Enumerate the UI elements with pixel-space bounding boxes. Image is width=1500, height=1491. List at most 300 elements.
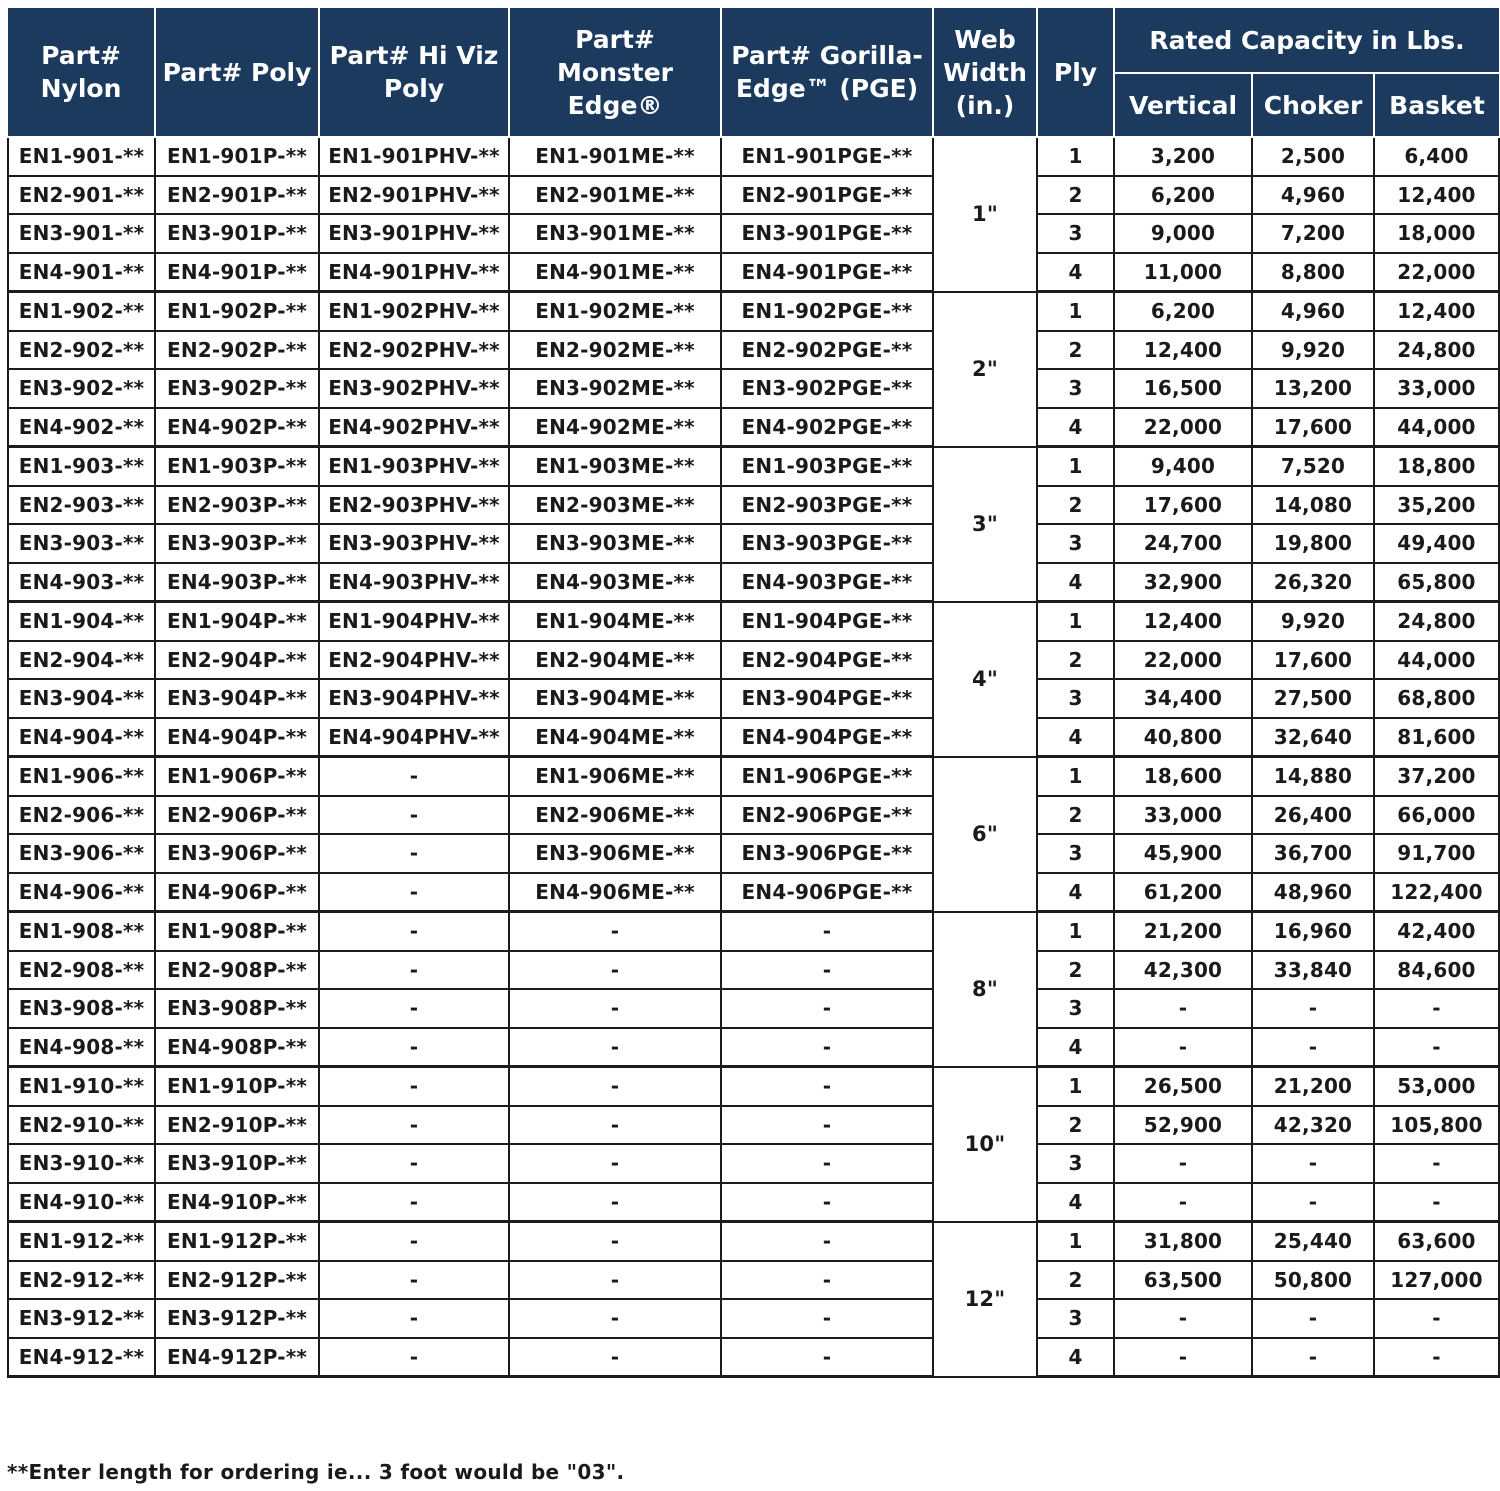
cell-part-poly: EN2-908P-** xyxy=(155,951,319,990)
cell-part-nylon: EN1-904-** xyxy=(8,602,155,641)
cell-part-hiviz: EN1-903PHV-** xyxy=(319,447,509,486)
cell-part-nylon: EN3-906-** xyxy=(8,834,155,873)
cell-part-monster: EN1-902ME-** xyxy=(509,292,721,331)
cell-vertical: 16,500 xyxy=(1114,369,1252,408)
table-header xyxy=(8,8,1499,137)
header-vertical: Vertical xyxy=(1114,73,1252,137)
cell-part-nylon: EN1-901-** xyxy=(8,137,155,176)
cell-part-nylon: EN1-910-** xyxy=(8,1067,155,1106)
cell-choker: 9,920 xyxy=(1252,602,1374,641)
cell-choker: 8,800 xyxy=(1252,253,1374,292)
cell-part-gorilla: EN4-906PGE-** xyxy=(721,873,933,912)
cell-basket: 35,200 xyxy=(1374,486,1499,525)
table-row xyxy=(8,602,1499,641)
cell-ply: 1 xyxy=(1037,757,1114,796)
header-part-hi-viz-poly: Part# Hi Viz Poly xyxy=(319,8,509,137)
table-row xyxy=(8,563,1499,602)
cell-ply: 4 xyxy=(1037,408,1114,447)
cell-basket: 33,000 xyxy=(1374,369,1499,408)
cell-choker: 4,960 xyxy=(1252,292,1374,331)
cell-part-gorilla: - xyxy=(721,1183,933,1222)
cell-web-width: 12" xyxy=(933,1222,1037,1377)
cell-part-nylon: EN4-901-** xyxy=(8,253,155,292)
cell-part-gorilla: EN2-901PGE-** xyxy=(721,176,933,215)
cell-part-monster: EN4-902ME-** xyxy=(509,408,721,447)
cell-basket: 81,600 xyxy=(1374,718,1499,757)
cell-basket: 53,000 xyxy=(1374,1067,1499,1106)
cell-choker: 36,700 xyxy=(1252,834,1374,873)
header-choker: Choker xyxy=(1252,73,1374,137)
cell-part-gorilla: - xyxy=(721,989,933,1028)
cell-part-hiviz: - xyxy=(319,1067,509,1106)
cell-vertical: 9,400 xyxy=(1114,447,1252,486)
cell-part-hiviz: EN1-901PHV-** xyxy=(319,137,509,176)
cell-basket: 127,000 xyxy=(1374,1261,1499,1300)
cell-part-gorilla: EN3-901PGE-** xyxy=(721,214,933,253)
cell-part-poly: EN4-912P-** xyxy=(155,1338,319,1377)
cell-part-hiviz: - xyxy=(319,1299,509,1338)
cell-basket: 44,000 xyxy=(1374,408,1499,447)
cell-part-poly: EN2-912P-** xyxy=(155,1261,319,1300)
cell-choker: 16,960 xyxy=(1252,912,1374,951)
cell-part-nylon: EN2-908-** xyxy=(8,951,155,990)
cell-part-hiviz: - xyxy=(319,989,509,1028)
cell-basket: - xyxy=(1374,1338,1499,1377)
cell-part-hiviz: - xyxy=(319,951,509,990)
cell-part-nylon: EN1-902-** xyxy=(8,292,155,331)
cell-choker: 17,600 xyxy=(1252,408,1374,447)
cell-choker: 26,320 xyxy=(1252,563,1374,602)
cell-choker: 17,600 xyxy=(1252,641,1374,680)
cell-basket: - xyxy=(1374,1299,1499,1338)
header-part-gorilla-edge: Part# Gorilla-Edge™ (PGE) xyxy=(721,8,933,137)
cell-part-hiviz: EN3-904PHV-** xyxy=(319,679,509,718)
cell-vertical: - xyxy=(1114,989,1252,1028)
cell-part-gorilla: - xyxy=(721,1222,933,1261)
header-rated-capacity: Rated Capacity in Lbs. xyxy=(1114,8,1499,73)
cell-part-gorilla: EN3-904PGE-** xyxy=(721,679,933,718)
cell-choker: 13,200 xyxy=(1252,369,1374,408)
cell-part-nylon: EN3-908-** xyxy=(8,989,155,1028)
cell-part-monster: EN3-906ME-** xyxy=(509,834,721,873)
table-row xyxy=(8,757,1499,796)
cell-part-poly: EN1-910P-** xyxy=(155,1067,319,1106)
cell-part-gorilla: EN2-906PGE-** xyxy=(721,796,933,835)
cell-part-poly: EN1-906P-** xyxy=(155,757,319,796)
cell-part-hiviz: - xyxy=(319,1261,509,1300)
cell-part-nylon: EN2-901-** xyxy=(8,176,155,215)
cell-vertical: 22,000 xyxy=(1114,408,1252,447)
table-row xyxy=(8,1299,1499,1338)
table-row xyxy=(8,989,1499,1028)
cell-part-nylon: EN1-906-** xyxy=(8,757,155,796)
cell-choker: 9,920 xyxy=(1252,331,1374,370)
table-row xyxy=(8,1338,1499,1377)
cell-choker: 50,800 xyxy=(1252,1261,1374,1300)
table-row xyxy=(8,718,1499,757)
header-web-width: Web Width (in.) xyxy=(933,8,1037,137)
capacity-table xyxy=(7,8,1500,1378)
cell-part-monster: - xyxy=(509,1144,721,1183)
cell-part-gorilla: EN3-902PGE-** xyxy=(721,369,933,408)
cell-part-monster: - xyxy=(509,1183,721,1222)
cell-part-monster: - xyxy=(509,1028,721,1067)
table-row xyxy=(8,292,1499,331)
cell-part-gorilla: - xyxy=(721,1067,933,1106)
cell-part-monster: EN3-901ME-** xyxy=(509,214,721,253)
cell-ply: 1 xyxy=(1037,292,1114,331)
cell-vertical: 61,200 xyxy=(1114,873,1252,912)
cell-basket: 6,400 xyxy=(1374,137,1499,176)
cell-part-hiviz: EN4-903PHV-** xyxy=(319,563,509,602)
table-body xyxy=(8,137,1499,1377)
cell-part-monster: EN4-906ME-** xyxy=(509,873,721,912)
table-row xyxy=(8,1183,1499,1222)
table-row xyxy=(8,951,1499,990)
cell-part-nylon: EN2-912-** xyxy=(8,1261,155,1300)
cell-part-nylon: EN2-904-** xyxy=(8,641,155,680)
cell-basket: 42,400 xyxy=(1374,912,1499,951)
table-row xyxy=(8,1144,1499,1183)
cell-vertical: 31,800 xyxy=(1114,1222,1252,1261)
cell-part-poly: EN4-903P-** xyxy=(155,563,319,602)
cell-part-gorilla: EN1-901PGE-** xyxy=(721,137,933,176)
cell-part-hiviz: - xyxy=(319,1106,509,1145)
cell-basket: 49,400 xyxy=(1374,524,1499,563)
cell-part-gorilla: - xyxy=(721,912,933,951)
cell-web-width: 2" xyxy=(933,292,1037,447)
cell-part-nylon: EN4-903-** xyxy=(8,563,155,602)
table-row xyxy=(8,641,1499,680)
cell-part-hiviz: - xyxy=(319,1028,509,1067)
cell-part-gorilla: EN4-901PGE-** xyxy=(721,253,933,292)
cell-vertical: 11,000 xyxy=(1114,253,1252,292)
cell-ply: 3 xyxy=(1037,1299,1114,1338)
cell-part-monster: - xyxy=(509,1338,721,1377)
cell-basket: 84,600 xyxy=(1374,951,1499,990)
cell-ply: 1 xyxy=(1037,1067,1114,1106)
cell-ply: 1 xyxy=(1037,602,1114,641)
cell-part-monster: EN2-902ME-** xyxy=(509,331,721,370)
cell-vertical: 9,000 xyxy=(1114,214,1252,253)
cell-part-poly: EN1-912P-** xyxy=(155,1222,319,1261)
cell-part-nylon: EN2-902-** xyxy=(8,331,155,370)
cell-vertical: 21,200 xyxy=(1114,912,1252,951)
cell-part-poly: EN4-901P-** xyxy=(155,253,319,292)
cell-part-poly: EN3-912P-** xyxy=(155,1299,319,1338)
cell-vertical: 26,500 xyxy=(1114,1067,1252,1106)
cell-part-gorilla: - xyxy=(721,1261,933,1300)
cell-ply: 3 xyxy=(1037,989,1114,1028)
cell-choker: 48,960 xyxy=(1252,873,1374,912)
cell-part-nylon: EN4-908-** xyxy=(8,1028,155,1067)
cell-part-gorilla: - xyxy=(721,1338,933,1377)
cell-part-nylon: EN2-906-** xyxy=(8,796,155,835)
cell-web-width: 1" xyxy=(933,137,1037,292)
cell-basket: - xyxy=(1374,1028,1499,1067)
cell-part-hiviz: - xyxy=(319,873,509,912)
cell-ply: 4 xyxy=(1037,253,1114,292)
cell-part-hiviz: EN2-902PHV-** xyxy=(319,331,509,370)
cell-web-width: 8" xyxy=(933,912,1037,1067)
cell-part-gorilla: EN4-904PGE-** xyxy=(721,718,933,757)
cell-part-gorilla: EN4-902PGE-** xyxy=(721,408,933,447)
table-row xyxy=(8,447,1499,486)
cell-vertical: - xyxy=(1114,1299,1252,1338)
cell-part-nylon: EN4-910-** xyxy=(8,1183,155,1222)
cell-ply: 4 xyxy=(1037,563,1114,602)
cell-part-monster: - xyxy=(509,989,721,1028)
cell-part-monster: EN4-904ME-** xyxy=(509,718,721,757)
cell-part-nylon: EN1-908-** xyxy=(8,912,155,951)
cell-part-poly: EN1-903P-** xyxy=(155,447,319,486)
cell-basket: 91,700 xyxy=(1374,834,1499,873)
cell-part-hiviz: - xyxy=(319,1144,509,1183)
header-basket: Basket xyxy=(1374,73,1499,137)
cell-vertical: 34,400 xyxy=(1114,679,1252,718)
cell-part-monster: - xyxy=(509,1299,721,1338)
table-row xyxy=(8,253,1499,292)
cell-part-nylon: EN3-903-** xyxy=(8,524,155,563)
cell-basket: 24,800 xyxy=(1374,602,1499,641)
table-row xyxy=(8,408,1499,447)
cell-ply: 2 xyxy=(1037,176,1114,215)
cell-part-gorilla: EN4-903PGE-** xyxy=(721,563,933,602)
cell-part-gorilla: EN3-906PGE-** xyxy=(721,834,933,873)
cell-part-gorilla: - xyxy=(721,1144,933,1183)
cell-basket: 105,800 xyxy=(1374,1106,1499,1145)
cell-vertical: 63,500 xyxy=(1114,1261,1252,1300)
cell-part-hiviz: - xyxy=(319,757,509,796)
cell-choker: 19,800 xyxy=(1252,524,1374,563)
cell-part-hiviz: - xyxy=(319,1183,509,1222)
cell-part-gorilla: - xyxy=(721,1106,933,1145)
cell-choker: - xyxy=(1252,1183,1374,1222)
cell-ply: 2 xyxy=(1037,1261,1114,1300)
cell-part-monster: - xyxy=(509,912,721,951)
cell-choker: 14,880 xyxy=(1252,757,1374,796)
table-row xyxy=(8,873,1499,912)
cell-vertical: 6,200 xyxy=(1114,176,1252,215)
cell-vertical: 52,900 xyxy=(1114,1106,1252,1145)
table-row xyxy=(8,1222,1499,1261)
cell-part-gorilla: EN1-902PGE-** xyxy=(721,292,933,331)
cell-part-gorilla: EN2-904PGE-** xyxy=(721,641,933,680)
cell-choker: - xyxy=(1252,1144,1374,1183)
cell-part-nylon: EN4-906-** xyxy=(8,873,155,912)
spec-sheet xyxy=(7,8,1498,1378)
cell-ply: 2 xyxy=(1037,331,1114,370)
cell-part-nylon: EN4-904-** xyxy=(8,718,155,757)
cell-basket: 22,000 xyxy=(1374,253,1499,292)
cell-vertical: 3,200 xyxy=(1114,137,1252,176)
cell-part-hiviz: - xyxy=(319,834,509,873)
cell-ply: 2 xyxy=(1037,641,1114,680)
cell-part-monster: EN2-906ME-** xyxy=(509,796,721,835)
cell-part-nylon: EN2-903-** xyxy=(8,486,155,525)
cell-part-gorilla: EN1-904PGE-** xyxy=(721,602,933,641)
cell-part-hiviz: EN2-904PHV-** xyxy=(319,641,509,680)
cell-web-width: 6" xyxy=(933,757,1037,912)
cell-part-monster: - xyxy=(509,1106,721,1145)
cell-ply: 3 xyxy=(1037,369,1114,408)
cell-basket: - xyxy=(1374,1144,1499,1183)
cell-part-monster: EN2-903ME-** xyxy=(509,486,721,525)
cell-part-nylon: EN3-912-** xyxy=(8,1299,155,1338)
cell-basket: 18,000 xyxy=(1374,214,1499,253)
cell-ply: 2 xyxy=(1037,951,1114,990)
cell-part-monster: EN2-904ME-** xyxy=(509,641,721,680)
cell-part-hiviz: EN3-903PHV-** xyxy=(319,524,509,563)
cell-part-hiviz: EN4-902PHV-** xyxy=(319,408,509,447)
cell-part-hiviz: EN2-901PHV-** xyxy=(319,176,509,215)
cell-ply: 4 xyxy=(1037,1183,1114,1222)
cell-vertical: 18,600 xyxy=(1114,757,1252,796)
cell-part-poly: EN3-906P-** xyxy=(155,834,319,873)
cell-part-monster: EN1-906ME-** xyxy=(509,757,721,796)
cell-basket: 12,400 xyxy=(1374,292,1499,331)
cell-vertical: 6,200 xyxy=(1114,292,1252,331)
table-row xyxy=(8,1028,1499,1067)
cell-basket: 12,400 xyxy=(1374,176,1499,215)
cell-basket: 68,800 xyxy=(1374,679,1499,718)
cell-part-poly: EN2-901P-** xyxy=(155,176,319,215)
cell-ply: 1 xyxy=(1037,1222,1114,1261)
cell-part-poly: EN2-904P-** xyxy=(155,641,319,680)
cell-part-nylon: EN3-910-** xyxy=(8,1144,155,1183)
cell-part-monster: EN1-904ME-** xyxy=(509,602,721,641)
cell-web-width: 3" xyxy=(933,447,1037,602)
table-row xyxy=(8,176,1499,215)
cell-part-poly: EN4-908P-** xyxy=(155,1028,319,1067)
cell-choker: 42,320 xyxy=(1252,1106,1374,1145)
cell-part-gorilla: EN2-902PGE-** xyxy=(721,331,933,370)
cell-part-hiviz: EN4-904PHV-** xyxy=(319,718,509,757)
cell-part-monster: - xyxy=(509,1222,721,1261)
cell-basket: - xyxy=(1374,1183,1499,1222)
table-row xyxy=(8,679,1499,718)
cell-ply: 4 xyxy=(1037,1028,1114,1067)
cell-part-poly: EN1-902P-** xyxy=(155,292,319,331)
cell-ply: 4 xyxy=(1037,1338,1114,1377)
header-ply: Ply xyxy=(1037,8,1114,137)
cell-basket: 63,600 xyxy=(1374,1222,1499,1261)
table-row xyxy=(8,137,1499,176)
cell-part-monster: EN3-902ME-** xyxy=(509,369,721,408)
cell-part-hiviz: EN1-904PHV-** xyxy=(319,602,509,641)
cell-choker: 14,080 xyxy=(1252,486,1374,525)
cell-part-poly: EN2-903P-** xyxy=(155,486,319,525)
cell-ply: 2 xyxy=(1037,1106,1114,1145)
cell-part-poly: EN3-903P-** xyxy=(155,524,319,563)
cell-vertical: 33,000 xyxy=(1114,796,1252,835)
table-row xyxy=(8,1261,1499,1300)
header-part-monster-edge: Part# Monster Edge® xyxy=(509,8,721,137)
cell-vertical: - xyxy=(1114,1144,1252,1183)
cell-part-monster: EN4-903ME-** xyxy=(509,563,721,602)
table-row xyxy=(8,796,1499,835)
cell-part-hiviz: - xyxy=(319,1222,509,1261)
cell-basket: 44,000 xyxy=(1374,641,1499,680)
cell-basket: 37,200 xyxy=(1374,757,1499,796)
cell-part-monster: EN4-901ME-** xyxy=(509,253,721,292)
cell-choker: - xyxy=(1252,1028,1374,1067)
cell-choker: - xyxy=(1252,1338,1374,1377)
cell-part-gorilla: - xyxy=(721,951,933,990)
cell-part-poly: EN3-904P-** xyxy=(155,679,319,718)
cell-part-hiviz: - xyxy=(319,1338,509,1377)
cell-vertical: - xyxy=(1114,1028,1252,1067)
cell-ply: 1 xyxy=(1037,137,1114,176)
table-row xyxy=(8,369,1499,408)
cell-part-hiviz: EN3-902PHV-** xyxy=(319,369,509,408)
table-row xyxy=(8,331,1499,370)
cell-ply: 2 xyxy=(1037,486,1114,525)
header-part-nylon: Part# Nylon xyxy=(8,8,155,137)
cell-part-poly: EN1-904P-** xyxy=(155,602,319,641)
cell-part-nylon: EN3-902-** xyxy=(8,369,155,408)
cell-part-monster: EN1-901ME-** xyxy=(509,137,721,176)
cell-ply: 4 xyxy=(1037,873,1114,912)
cell-part-monster: EN3-904ME-** xyxy=(509,679,721,718)
cell-web-width: 10" xyxy=(933,1067,1037,1222)
cell-part-nylon: EN3-904-** xyxy=(8,679,155,718)
cell-part-poly: EN4-902P-** xyxy=(155,408,319,447)
cell-part-gorilla: - xyxy=(721,1028,933,1067)
cell-vertical: 32,900 xyxy=(1114,563,1252,602)
cell-choker: 4,960 xyxy=(1252,176,1374,215)
cell-part-monster: EN2-901ME-** xyxy=(509,176,721,215)
table-row xyxy=(8,524,1499,563)
cell-choker: 2,500 xyxy=(1252,137,1374,176)
cell-vertical: 45,900 xyxy=(1114,834,1252,873)
cell-part-hiviz: - xyxy=(319,796,509,835)
cell-ply: 3 xyxy=(1037,1144,1114,1183)
cell-part-monster: EN1-903ME-** xyxy=(509,447,721,486)
cell-part-nylon: EN1-912-** xyxy=(8,1222,155,1261)
cell-web-width: 4" xyxy=(933,602,1037,757)
cell-part-nylon: EN4-912-** xyxy=(8,1338,155,1377)
cell-part-poly: EN2-902P-** xyxy=(155,331,319,370)
cell-basket: 122,400 xyxy=(1374,873,1499,912)
cell-choker: 33,840 xyxy=(1252,951,1374,990)
cell-choker: 32,640 xyxy=(1252,718,1374,757)
cell-part-nylon: EN2-910-** xyxy=(8,1106,155,1145)
cell-part-gorilla: EN1-906PGE-** xyxy=(721,757,933,796)
table-row xyxy=(8,1106,1499,1145)
cell-vertical: 12,400 xyxy=(1114,602,1252,641)
cell-ply: 1 xyxy=(1037,447,1114,486)
cell-choker: - xyxy=(1252,1299,1374,1338)
table-row xyxy=(8,834,1499,873)
cell-ply: 3 xyxy=(1037,834,1114,873)
cell-choker: 7,200 xyxy=(1252,214,1374,253)
cell-ply: 2 xyxy=(1037,796,1114,835)
cell-part-hiviz: EN3-901PHV-** xyxy=(319,214,509,253)
cell-part-poly: EN3-901P-** xyxy=(155,214,319,253)
cell-part-nylon: EN4-902-** xyxy=(8,408,155,447)
cell-choker: 26,400 xyxy=(1252,796,1374,835)
cell-choker: 21,200 xyxy=(1252,1067,1374,1106)
cell-part-hiviz: EN1-902PHV-** xyxy=(319,292,509,331)
cell-vertical: 40,800 xyxy=(1114,718,1252,757)
cell-part-poly: EN1-908P-** xyxy=(155,912,319,951)
cell-part-monster: - xyxy=(509,1067,721,1106)
cell-part-gorilla: EN3-903PGE-** xyxy=(721,524,933,563)
cell-part-gorilla: EN2-903PGE-** xyxy=(721,486,933,525)
cell-choker: 25,440 xyxy=(1252,1222,1374,1261)
cell-part-monster: - xyxy=(509,951,721,990)
